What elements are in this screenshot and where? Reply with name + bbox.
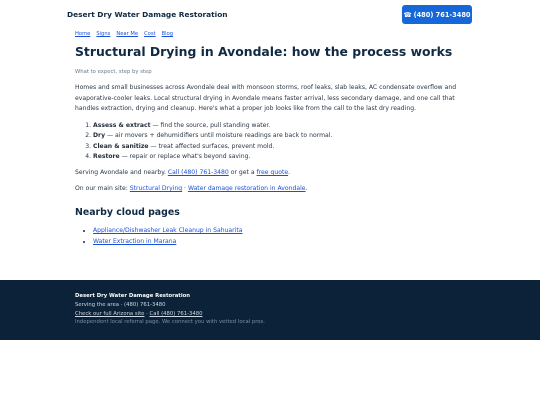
free-quote-link[interactable]: free quote <box>256 169 289 177</box>
nav-home[interactable]: Home <box>75 31 91 37</box>
phone-icon: ☎ <box>403 10 412 19</box>
nav-cost[interactable]: Cost <box>144 31 156 37</box>
nav-near-me[interactable]: Near Me <box>116 31 139 37</box>
footer-disclaimer: Independent local referral page. We connect you with vetted local pros. <box>75 319 265 326</box>
call-button-label: (480) 761-3480 <box>413 10 471 19</box>
nearby-link-marana[interactable]: Water Extraction in Marana <box>93 237 177 245</box>
step-item: 1. Assess & extract — find the source, pull standing water. <box>93 121 470 131</box>
step-item: 2. Dry — air movers + dehumidifiers until moisture readings are back to normal. <box>93 131 470 141</box>
structural-drying-link[interactable]: Structural Drying <box>129 185 183 193</box>
page-title: Structural Drying in Avondale: how the process works <box>75 44 453 59</box>
footer-call-link[interactable]: Call (480) 761-3480 <box>149 310 203 317</box>
brand-name[interactable]: Desert Dry Water Damage Restoration <box>67 10 228 19</box>
call-button[interactable] <box>402 5 472 24</box>
nav-blog[interactable]: Blog <box>161 31 174 37</box>
footer-title: Desert Dry Water Damage Restoration <box>75 293 191 299</box>
nearby-heading: Nearby cloud pages <box>75 207 180 219</box>
footer <box>0 280 540 340</box>
list-item <box>93 237 470 247</box>
water-damage-avondale-link[interactable]: Water damage restoration in Avondale <box>187 185 306 193</box>
process-steps <box>75 121 470 163</box>
step-item: 4. Restore — repair or replace what's beyond saving. <box>93 152 470 162</box>
top-bar <box>0 0 540 30</box>
nearby-link-sahuarita[interactable]: Appliance/Dishwasher Leak Cleanup in Sahuarita <box>93 227 243 235</box>
serving-paragraph: Serving Avondale and nearby. Call (480) 761-3480 or get a free quote. <box>75 169 291 177</box>
nav-signs[interactable]: Signs <box>96 31 111 37</box>
list-item <box>93 226 470 236</box>
footer-arizona-site-link[interactable]: Check our full Arizona site <box>75 310 145 317</box>
footer-serving: Serving the area · (480) 761-3480 <box>75 301 166 308</box>
step-item: 3. Clean & sanitize — treat affected surfaces, prevent mold. <box>93 142 470 152</box>
nearby-list <box>75 226 470 247</box>
intro-paragraph: Homes and small businesses across Avondale deal with monsoon storms, roof leaks, slab leaks, AC condensate overflow and evaporative-cooler leaks. Local structural drying in Avondale means faster arrival, less secondary damage, and one call that handles extraction, drying and cleanup. Here's what a proper job looks like from the call to the last dry reading. <box>75 84 457 113</box>
main-content <box>75 43 470 247</box>
main-site-paragraph: On our main site: Structural Drying · Water damage restoration in Avondale. <box>75 185 308 193</box>
footer-links: Check our full Arizona site · Call (480) 761-3480 <box>75 310 203 317</box>
main-nav <box>75 31 173 37</box>
call-link[interactable]: Call (480) 761-3480 <box>167 169 229 177</box>
page-subtitle: What to expect, step by step <box>75 69 152 75</box>
